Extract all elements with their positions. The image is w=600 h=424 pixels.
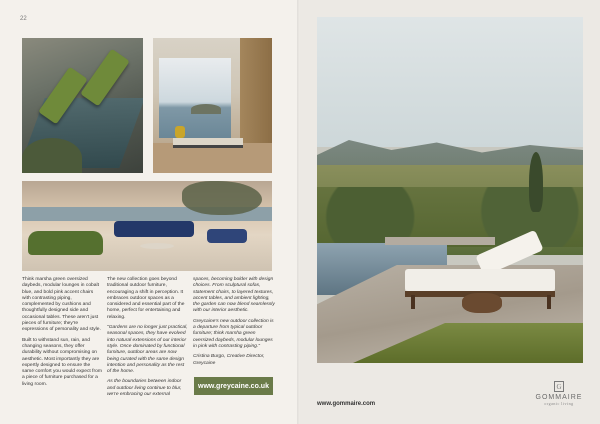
photo-sea-view-daybed (153, 38, 272, 173)
photo-poolside-lounger-landscape (317, 17, 583, 363)
page-number: 22 (20, 16, 27, 22)
quote-attribution: Cristina Burgo, Creative Director, Greycaine (193, 354, 265, 366)
quote-paragraph: As the boundaries between indoor and outdoor living continue to blur, we're embracing our external (107, 379, 182, 398)
photo-pool-loungers (22, 38, 143, 173)
right-page (300, 0, 600, 424)
brand-name: GOMMAIRE (535, 394, 583, 401)
gommaire-logo-icon: G (554, 381, 564, 392)
quote-paragraph: "Gardens are no longer just practical, seasonal spaces, they have evolved into natural extensions of our interior style. Once dominated by functional furniture, outdoor areas are now being curated with the same design intention and personality as the rest of the home. (107, 325, 188, 375)
article-column-1 (22, 277, 102, 392)
gommaire-url-link[interactable]: www.gommaire.com (317, 401, 376, 407)
photo-terrace-lounge (22, 181, 272, 271)
paragraph: Built to withstand sun, rain, and changing seasons, they offer durability without compromising on aesthetic. Most importantly they are expertly designed to ensure the same comfort you would expect from a piece of furniture purchased for a living room. (22, 337, 102, 387)
quote-paragraph: Greycaine's new outdoor collection is a departure from typical outdoor furniture; think marsha green oversized daybeds, modular lounges in pink with contrasting piping." (193, 318, 274, 349)
paragraph: The new collection goes beyond traditional outdoor furniture, encouraging a shift in perception. It embraces outdoor spaces as a considered and essential part of the home, perfect for entertaining and relaxing. (107, 277, 185, 320)
paragraph: Think marsha green oversized daybeds, modular lounges in cobalt blue, and bold pink accent chairs with contrasting piping, complemented by cushions and thoughtfully designed side and occasional tables. These aren't just pieces of furniture; they're expressions of personality and style. (22, 277, 101, 333)
greycaine-url-link[interactable]: www.greycaine.co.uk (194, 377, 273, 395)
brand-tagline: organic living (544, 401, 574, 406)
quote-paragraph: spaces, becoming bolder with design choices. From sculptural sofas, statement chairs, to layered textures, accent tables, and ambient lighting, the garden can now blend seamlessly with our interior aesthetic. (193, 277, 275, 314)
article-column-3 (193, 277, 275, 371)
article-column-2 (107, 277, 189, 402)
gommaire-logo (529, 381, 589, 406)
